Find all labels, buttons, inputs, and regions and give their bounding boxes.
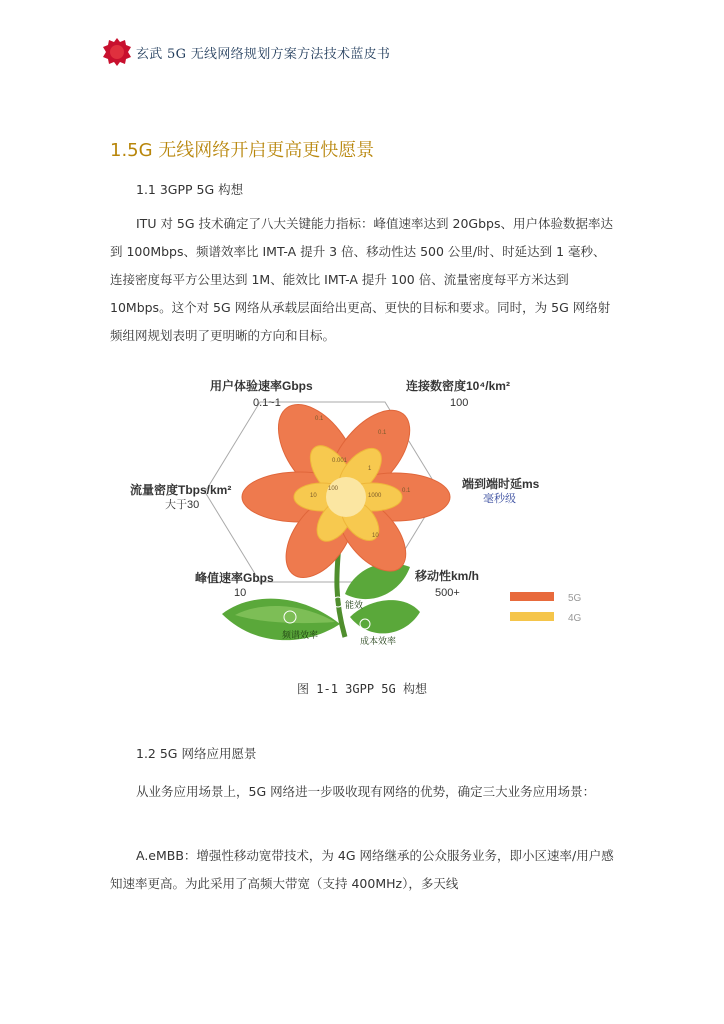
petal-tick-8: 10 [372,533,379,539]
label-density-value: 100 [450,397,469,409]
legend-swatch-4g [510,612,554,621]
legend-label-5g: 5G [568,593,582,604]
legend-swatch-5g [510,592,554,601]
label-latency-value: 毫秒级 [483,493,516,505]
label-mobility: 移动性km/h [415,569,480,583]
section-title: 1.5G 无线网络开启更高更快愿景 [110,140,375,161]
label-user-rate: 用户体验速率Gbps [210,379,313,393]
label-peak: 峰值速率Gbps [195,571,274,585]
petal-tick-4: 1 [368,466,372,472]
figure-caption: 图 1-1 3GPP 5G 构想 [297,682,427,696]
legend-label-4g: 4G [568,613,582,624]
header-title: 玄武 5G 无线网络规划方案方法技术蓝皮书 [136,46,391,62]
paragraph-2: 从业务应用场景上，5G 网络进一步吸收现有网络的优势，确定三大业务应用场景： [136,784,596,799]
label-mobility-value: 500+ [435,587,460,599]
leaf-label-cost: 成本效率 [360,636,397,646]
petal-tick-1: 0.1 [315,416,324,422]
subsection-title-1: 1.1 3GPP 5G 构想 [136,182,244,197]
petal-tick-9: 0.1 [402,488,411,494]
5g-vision-figure [110,362,610,664]
paragraph-3: A.eMBB：增强性移动宽带技术，为 4G 网络继承的公众服务业务，即小区速率/用户感知速率更高。为此采用了高频大带宽（支持 400MHz），多天线 [110,848,614,891]
petal-tick-5: 1000 [368,493,382,499]
label-user-rate-value: 0.1~1 [253,397,281,409]
petal-tick-6: 100 [328,486,339,492]
subsection-title-2: 1.2 5G 网络应用愿景 [136,746,257,761]
label-traffic: 流量密度Tbps/km² [130,483,232,497]
label-latency: 端到端时延ms [462,477,540,491]
petal-tick-7: 10 [310,493,317,499]
petal-tick-3: 0.1 [378,430,387,436]
flower-center [326,477,366,517]
label-density: 连接数密度10⁴/km² [406,379,510,393]
petal-tick-2: 0.001 [332,458,348,464]
leaf-label-spectrum: 频谱效率 [282,630,319,640]
paragraph-1: ITU 对 5G 技术确定了八大关键能力指标：峰值速率达到 20Gbps、用户体验数据率达到 100Mbps、频谱效率比 IMT-A 提升 3 倍、移动性达 500 公里/时、时延达到 1 毫秒、连接密度每平方公里达到 1M、能效比 IMT-A 提升 100 倍、流量密度每平方米达到 10Mbps。这个对 5G 网络从承载层面给出更高、更快的目标和要求。同时，为 5G 网络射频组网规划表明了更明晰的方向和目标。 [110,216,613,343]
label-peak-value: 10 [234,587,247,599]
document-header [102,36,390,68]
leaf-label-energy: 能效 [345,600,364,610]
label-traffic-value: 大于30 [165,499,200,511]
logo-seal-icon [102,37,132,67]
